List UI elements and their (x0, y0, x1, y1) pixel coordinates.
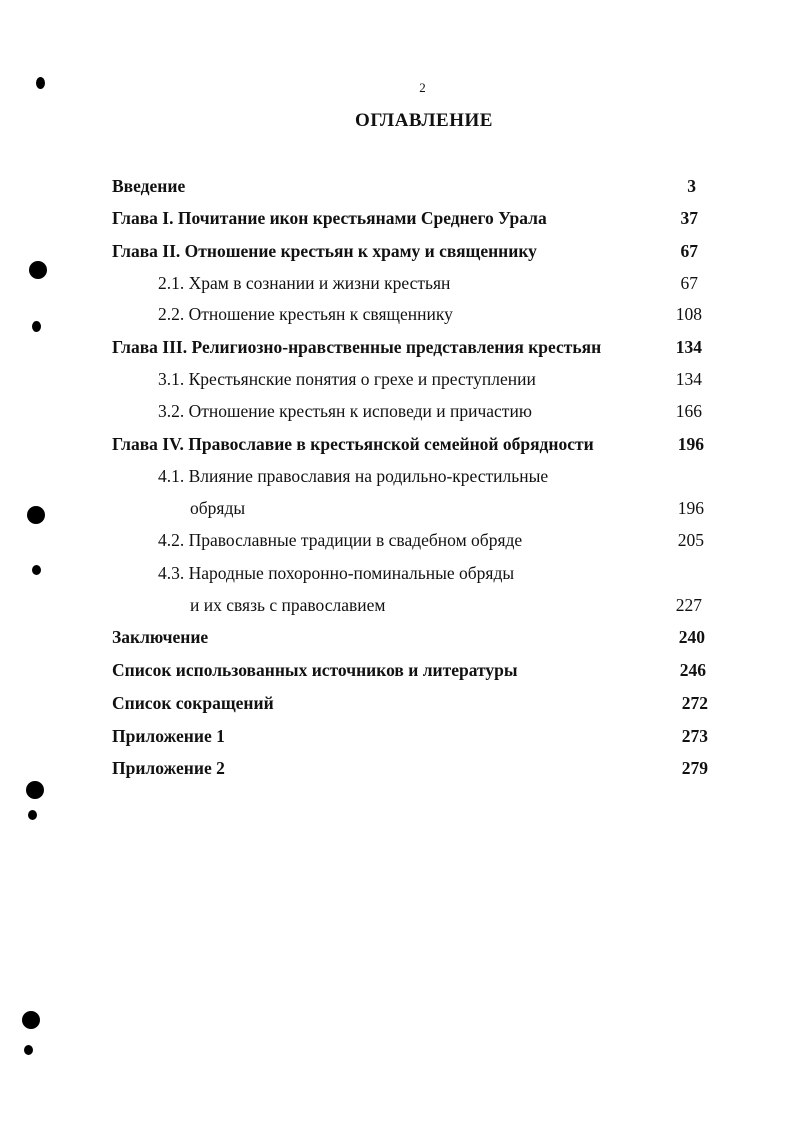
toc-entry-appendix-1 (0, 721, 792, 751)
toc-entry-section-3-2 (0, 396, 792, 426)
toc-entry-title: Глава II. Отношение крестьян к храму и священнику (112, 241, 537, 261)
toc-entry-page: 196 (677, 434, 704, 454)
toc-entry-title: Приложение 2 (112, 758, 225, 778)
toc-entry-page: 37 (680, 208, 698, 228)
punch-hole-mark (24, 1045, 33, 1055)
toc-entry-section-3-1 (0, 364, 792, 394)
toc-entry-conclusion (0, 622, 792, 652)
toc-entry-title: 3.1. Крестьянские понятия о грехе и преступлении (158, 369, 536, 389)
toc-entry-page: 279 (681, 758, 708, 778)
toc-entry-page: 196 (677, 498, 704, 518)
toc-entry-intro (0, 171, 792, 201)
toc-entry-section-4-2 (0, 525, 792, 555)
toc-entry-title: Заключение (112, 627, 209, 647)
page-number: 2 (419, 80, 426, 95)
toc-entry-page: 108 (675, 304, 702, 324)
toc-entry-section-4-1-continued (0, 493, 792, 523)
toc-entry-title: Список использованных источников и литературы (112, 660, 518, 680)
toc-entry-title: и их связь с православием (190, 595, 386, 615)
toc-entry-title: Глава IV. Православие в крестьянской семейной обрядности (112, 434, 594, 454)
toc-entry-page: 67 (680, 241, 698, 261)
toc-entry-title: 4.3. Народные похоронно-поминальные обряды (158, 563, 515, 583)
toc-entry-page: 67 (680, 273, 698, 293)
toc-entry-page: 227 (675, 595, 702, 615)
punch-hole-mark (28, 810, 37, 820)
toc-entry-page: 3 (687, 176, 696, 196)
toc-entry-page: 134 (675, 337, 702, 357)
toc-entry-title: обряды (190, 498, 246, 518)
toc-entry-page: 246 (679, 660, 706, 680)
toc-entry-title: Список сокращений (112, 693, 274, 713)
toc-entry-title: 3.2. Отношение крестьян к исповеди и причастию (158, 401, 532, 421)
toc-entry-title: 4.1. Влияние православия на родильно-крестильные (158, 466, 549, 486)
toc-entry-abbreviations (0, 688, 792, 718)
toc-entry-section-4-3-continued (0, 590, 792, 620)
toc-entry-title: Глава III. Религиозно-нравственные представления крестьян (112, 337, 602, 357)
toc-entry-chapter-3 (0, 332, 792, 362)
table-of-contents-heading: ОГЛАВЛЕНИЕ (355, 110, 493, 131)
toc-entry-appendix-2 (0, 753, 792, 783)
toc-entry-page: 166 (675, 401, 702, 421)
toc-entry-section-2-2 (0, 299, 792, 329)
toc-entry-title: Приложение 1 (112, 726, 225, 746)
toc-entry-page: 134 (675, 369, 702, 389)
toc-entry-title: Глава I. Почитание икон крестьянами Среднего Урала (112, 208, 547, 228)
toc-entry-chapter-1 (0, 203, 792, 233)
toc-entry-title: 4.2. Православные традиции в свадебном обряде (158, 530, 523, 550)
punch-hole-mark (26, 781, 44, 799)
toc-entry-chapter-4 (0, 429, 792, 459)
toc-entry-title: 2.2. Отношение крестьян к священнику (158, 304, 453, 324)
toc-entry-page: 273 (681, 726, 708, 746)
toc-entry-page: 272 (681, 693, 708, 713)
toc-entry-title: Введение (112, 176, 186, 196)
toc-entry-sources (0, 655, 792, 685)
toc-entry-page: 240 (678, 627, 705, 647)
toc-entry-chapter-2 (0, 236, 792, 266)
toc-entry-section-4-3 (0, 558, 792, 588)
toc-entry-page: 205 (677, 530, 704, 550)
punch-hole-mark (22, 1011, 40, 1029)
toc-entry-title: 2.1. Храм в сознании и жизни крестьян (158, 273, 451, 293)
toc-entry-section-4-1 (0, 461, 792, 491)
toc-entry-section-2-1 (0, 268, 792, 298)
